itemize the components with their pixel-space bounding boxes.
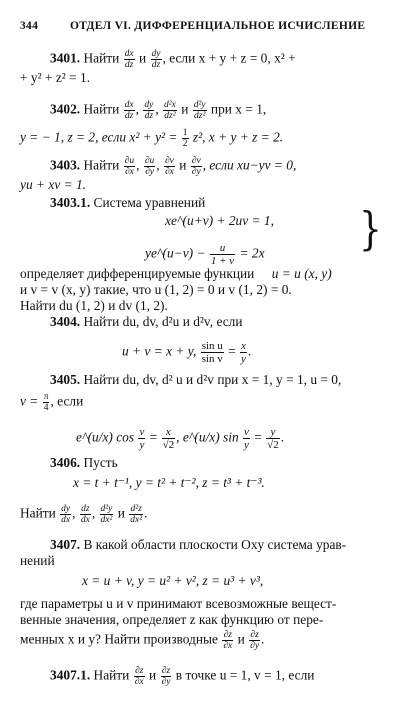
problem-3402-line1: 3402. Найти $\frac{dx}{dz}$ , $\frac{dy}{dz}$ , $\frac{\text{d²x}}{\text{dz²}}$ и $\frac{\text{d²y}}{\text{dz²}}$ при x = 1,: [50, 100, 267, 121]
problem-3403-1-line5: Найти du (1, 2) и dv (1, 2).: [20, 298, 168, 313]
fraction: $\frac{\partial v}{\partial y}$: [191, 156, 201, 177]
fraction: $\frac{x}{√2}$: [162, 426, 175, 451]
problem-3406-line1: 3406. Пусть: [50, 455, 118, 470]
fraction: $\frac{v}{y}$: [244, 426, 249, 451]
fraction: $\frac{dz}{dx}$: [80, 504, 90, 525]
problem-3407-equation: x = u + v, y = u² + v², z = u³ + v³,: [82, 573, 264, 588]
fraction: $\frac{\text{d²x}}{\text{dz²}}$: [164, 100, 176, 121]
problem-3403-line2: yu + xv = 1.: [20, 177, 87, 192]
fraction: $\frac{\text{sin u}}{\text{sin v}}$: [201, 340, 223, 365]
fraction: $\frac{\partial u}{\partial y}$: [144, 156, 155, 177]
problem-3401-line2: + y² + z² = 1.: [20, 70, 91, 85]
fraction: $\frac{\partial z}{\partial x}$: [134, 666, 144, 687]
problem-3407-line2: нений: [20, 553, 55, 568]
fraction: $\frac{v}{y}$: [139, 426, 145, 451]
fraction: $\frac{y}{√2}$: [267, 426, 279, 451]
problem-3407-line1: 3407. В какой области плоскости Oxy система урав-: [50, 537, 347, 552]
problem-3406-line3: Найти $\frac{dy}{dx}$ , $\frac{dz}{dx}$ , $\frac{\text{d²y}}{\text{dx²}}$ и $\frac{\text{d²z}}{\text{dx²}}$ .: [20, 504, 148, 525]
fraction: $\frac{dx}{dz}$: [124, 49, 134, 70]
fraction: $\frac{x}{y}$: [241, 340, 246, 365]
fraction: $\frac{\partial z}{\partial x}$: [223, 630, 233, 651]
problem-3402-line2: y = − 1, z = 2, если x² + y² = $\frac{1}{2}$ z², x + y + z = 2.: [20, 128, 284, 149]
fraction: $\frac{\pi}{4}$: [43, 392, 49, 413]
fraction: $\frac{u}{1 + v}$: [210, 242, 235, 267]
fraction: $\frac{dy}{dz}$: [144, 100, 154, 121]
problem-3403-1-line4: и v = v (x, y) такие, что u (1, 2) = 0 и v (1, 2) = 0.: [20, 282, 292, 297]
fraction: $\frac{\partial z}{\partial y}$: [250, 630, 260, 651]
system-equation-2: ye^(u−v) − $\frac{u}{1 + v}$ = 2x: [145, 242, 265, 267]
problem-3403-line1: 3403. Найти $\frac{\partial u}{\partial x}$ , $\frac{\partial u}{\partial y}$ , $\frac{\partial v}{\partial x}$ и $\frac{\partial v}{\partial y}$ , если xu−yv = 0,: [50, 156, 297, 177]
problem-3407-line3: где параметры u и v принимают всевозможные вещест-: [20, 596, 337, 611]
problem-3403-1-line1: 3403.1. Система уравнений: [50, 195, 206, 210]
fraction: $\frac{\partial u}{\partial x}$: [124, 156, 135, 177]
fraction: $\frac{dx}{dz}$: [124, 100, 134, 121]
fraction: $\frac{1}{2}$: [182, 128, 188, 149]
problem-3404-line1: 3404. Найти du, dv, d²u и d²v, если: [50, 314, 243, 329]
problem-3405-line1: 3405. Найти du, dv, d² u и d²v при x = 1, y = 1, u = 0,: [50, 372, 342, 387]
problem-3401-line1: 3401. Найти $\frac{dx}{dz}$ и $\frac{dy}{dz}$ , если x + y + z = 0, x² +: [50, 49, 296, 70]
problem-3407-line4: венные значения, определяет z как функцию от пере-: [20, 612, 324, 627]
fraction: $\frac{\text{d²y}}{\text{dx²}}$: [100, 504, 113, 525]
section-title: ОТДЕЛ VI. ДИФФЕРЕНЦИАЛЬНОЕ ИСЧИСЛЕНИЕ: [70, 20, 366, 32]
page-number: 344: [20, 20, 39, 32]
fraction: $\frac{dy}{dz}$: [151, 49, 161, 70]
problem-3406-equation: x = t + t⁻¹, y = t² + t⁻², z = t³ + t⁻³.: [73, 475, 265, 490]
system-brace: }: [359, 203, 382, 255]
problem-3405-equation: e^(u/x) cos $\frac{v}{y}$ = $\frac{x}{√2}$ , e^(u/x) sin $\frac{v}{y}$ = $\frac{y}{√2}$ .: [76, 426, 285, 451]
fraction: $\frac{dy}{dx}$: [61, 504, 71, 525]
fraction: $\frac{\partial z}{\partial y}$: [161, 666, 171, 687]
fraction: $\frac{\text{d²z}}{\text{dx²}}$: [130, 504, 143, 525]
problem-3405-line2: v = $\frac{\pi}{4}$ , если: [20, 392, 84, 413]
problem-3403-1-line3: определяет дифференцируемые функции u = u (x, y): [20, 266, 332, 281]
problem-3407-1-line1: 3407.1. Найти $\frac{\partial z}{\partial x}$ и $\frac{\partial z}{\partial y}$ в точке u = 1, v = 1, если: [50, 666, 315, 687]
problem-3404-equation: u + v = x + y, $\frac{\text{sin u}}{\text{sin v}}$ = $\frac{x}{y}$ .: [122, 340, 252, 365]
fraction: $\frac{\text{d²y}}{\text{dz²}}$: [193, 100, 206, 121]
system-equation-1: xe^(u+v) + 2uv = 1,: [165, 213, 274, 228]
problem-3407-line5: менных x и y? Найти производные $\frac{\partial z}{\partial x}$ и $\frac{\partial z}{\partial y}$ .: [20, 630, 265, 651]
fraction: $\frac{\partial v}{\partial x}$: [164, 156, 174, 177]
